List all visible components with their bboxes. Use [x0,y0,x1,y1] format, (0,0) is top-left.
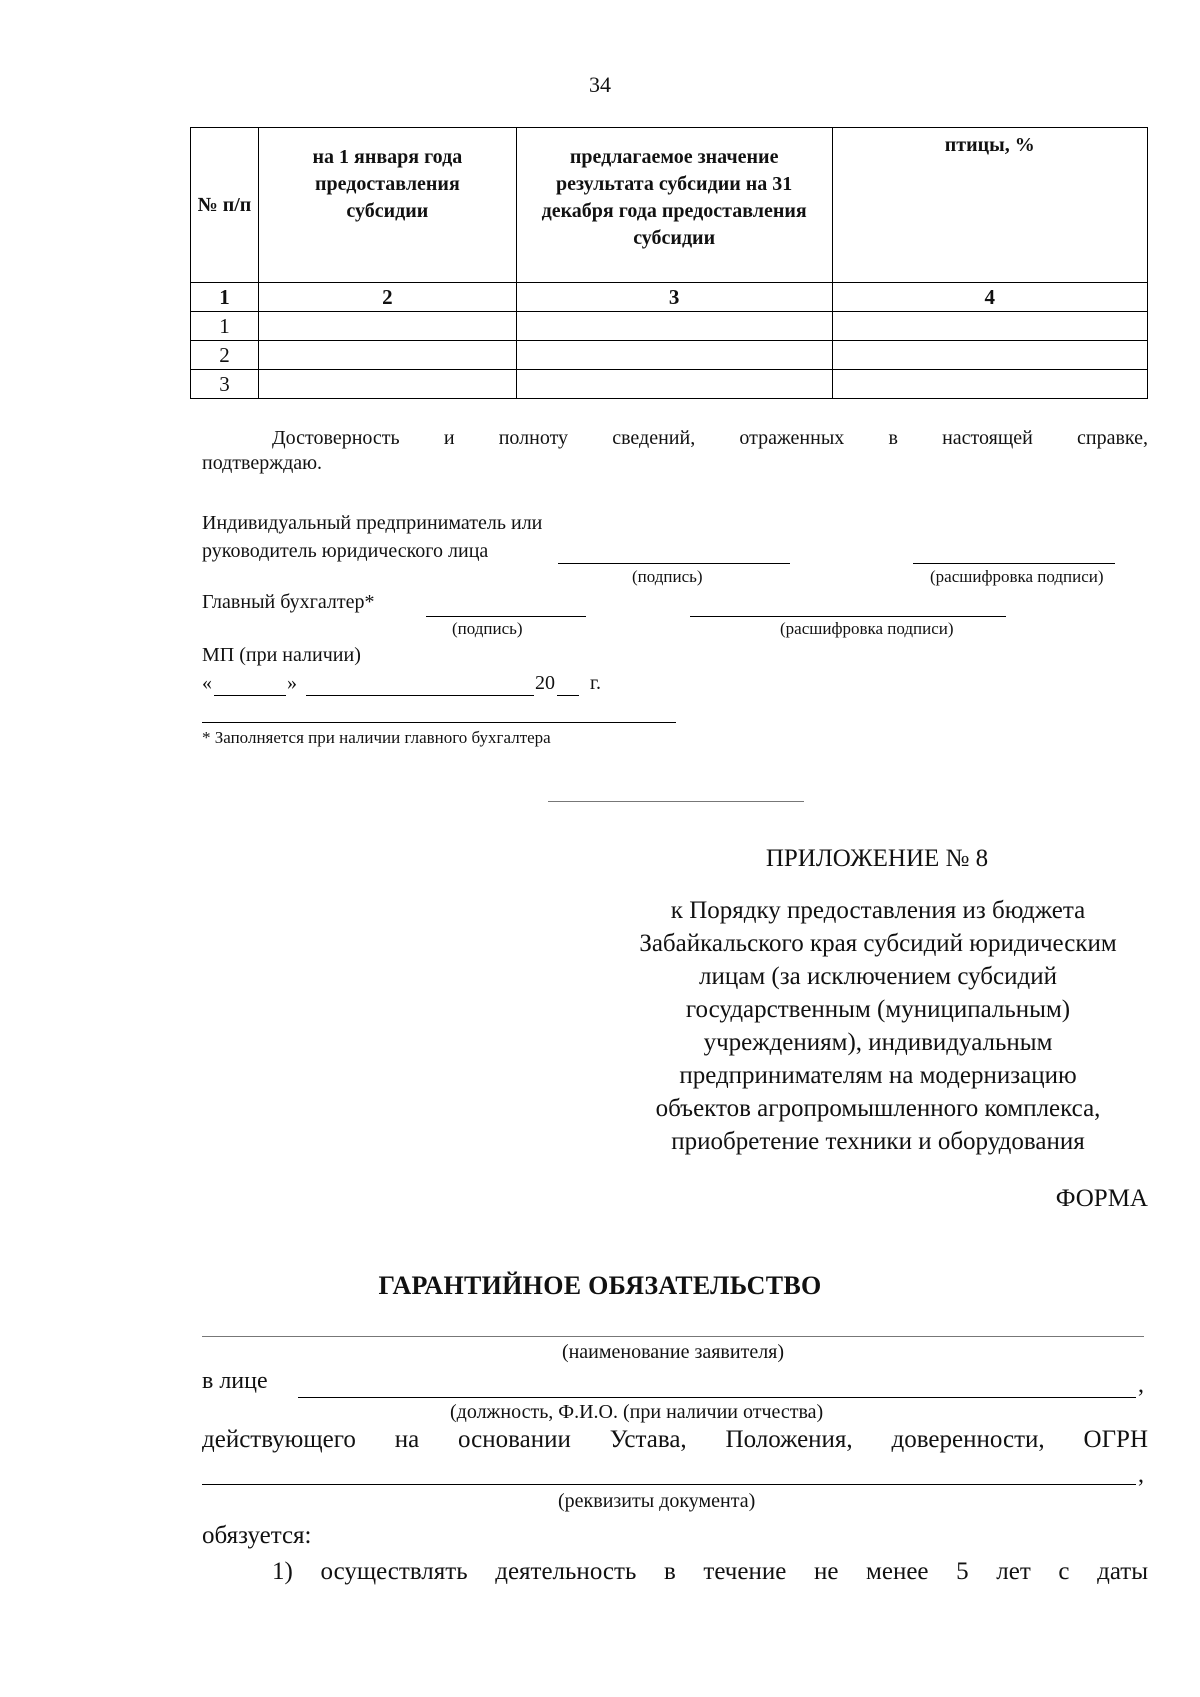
table-cell [258,341,516,370]
date-year-line [557,695,579,696]
entrepreneur-decoding-line [913,563,1115,564]
header-cell: на 1 января года предоставления субсидии [258,128,516,283]
table-cell [832,312,1148,341]
obligation-item-1: 1) осуществлять деятельность в течение не менее 5 лет с даты [272,1558,1148,1585]
date-close-quote: » [287,672,297,694]
signature-caption: (подпись) [632,567,703,586]
accountant-decoding-line [690,616,1006,617]
certify-line-2: подтверждаю. [202,452,323,474]
table-header-row [191,128,1148,283]
certify-line-1: Достоверность и полноту сведений, отраженных в настоящей справке, [272,427,1148,449]
applicant-caption: (наименование заявителя) [561,1341,785,1363]
chief-accountant-label: Главный бухгалтер* [202,591,375,613]
table-row [191,312,1148,341]
column-number: 4 [832,283,1148,312]
page-number: 34 [589,72,611,97]
table-column-numbers-row [191,283,1148,312]
date-month-line [306,695,534,696]
position-caption: (должность, Ф.И.О. (при наличии отчества) [450,1401,824,1423]
entrepreneur-signature-line [558,563,790,564]
details-comma: , [1138,1462,1144,1488]
form-label: ФОРМА [1055,1185,1148,1212]
date-suffix: г. [590,672,601,694]
appendix-line: объектов агропромышленного комплекса, [655,1095,1101,1122]
details-caption: (реквизиты документа) [558,1490,756,1512]
table-row [191,370,1148,399]
signature-caption: (подпись) [452,619,523,638]
table-cell: 1 [191,312,259,341]
appendix-line: приобретение техники и оборудования [671,1128,1085,1155]
entrepreneur-label-1: Индивидуальный предприниматель или [202,512,543,534]
header-cell: № п/п [191,128,259,283]
table-row [191,341,1148,370]
appendix-text [598,894,1158,1158]
appendix-line: Забайкальского края субсидий юридическим [639,930,1117,957]
table-cell [258,312,516,341]
date-day-line [214,695,286,696]
column-number: 1 [191,283,259,312]
mp-label: МП (при наличии) [202,644,361,666]
table-cell [516,370,832,399]
header-cell: птицы, % [832,128,1148,283]
undertakes-label: обязуется: [202,1522,312,1549]
date-year-prefix: 20 [535,672,555,694]
document-title: ГАРАНТИЙНОЕ ОБЯЗАТЕЛЬСТВО [378,1271,822,1300]
table-cell [258,370,516,399]
applicant-name-line [202,1336,1144,1337]
decoding-caption: (расшифровка подписи) [930,567,1104,586]
position-comma: , [1138,1372,1144,1398]
table-cell [832,341,1148,370]
position-line [298,1397,1136,1398]
column-number: 3 [516,283,832,312]
date-open-quote: « [202,672,212,694]
table-cell [516,312,832,341]
table-cell: 3 [191,370,259,399]
accountant-signature-line [426,616,586,617]
section-divider [548,801,804,802]
column-number: 2 [258,283,516,312]
acting-basis-line: действующего на основании Устава, Положения, доверенности, ОГРН [202,1426,1148,1453]
table-cell [516,341,832,370]
appendix-line: предпринимателям на модернизацию [679,1062,1077,1089]
document-details-line [202,1484,1136,1485]
appendix-line: государственным (муниципальным) [685,996,1071,1023]
table-cell [832,370,1148,399]
in-person-label: в лице [202,1368,268,1394]
footnote: * Заполняется при наличии главного бухгалтера [202,728,551,747]
decoding-caption: (расшифровка подписи) [780,619,954,638]
appendix-line: лицам (за исключением субсидий [699,963,1057,990]
appendix-line: учреждениям), индивидуальным [703,1029,1053,1056]
appendix-title: ПРИЛОЖЕНИЕ № 8 [765,845,989,872]
footnote-separator [202,722,676,723]
appendix-line: к Порядку предоставления из бюджета [670,897,1086,924]
table-cell: 2 [191,341,259,370]
results-table [190,127,1148,399]
entrepreneur-label-2: руководитель юридического лица [202,540,489,562]
header-cell: предлагаемое значение результата субсидии на 31 декабря года предоставления субсидии [516,128,832,283]
